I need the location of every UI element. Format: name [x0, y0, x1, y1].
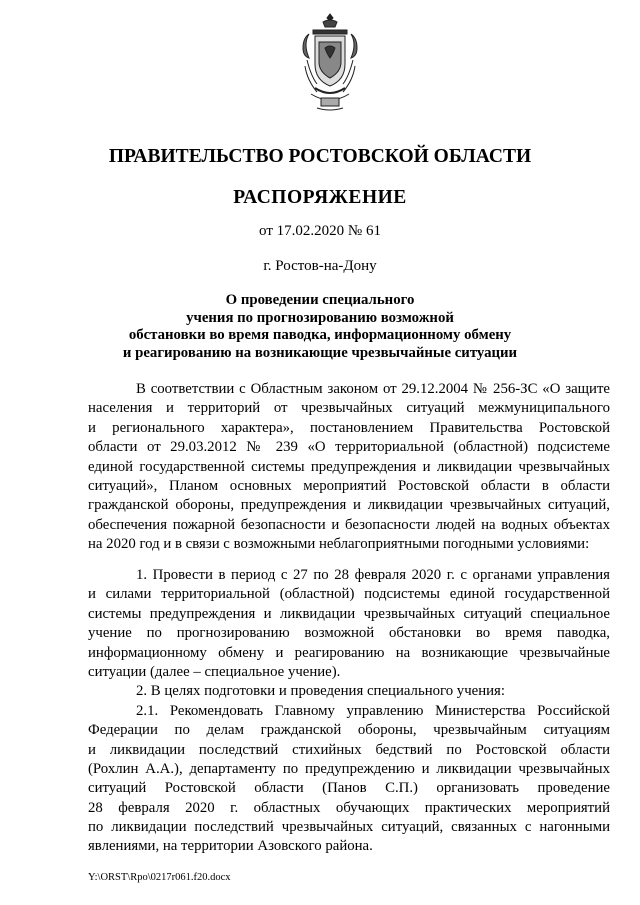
title-line: и реагированию на возникающие чрезвычайные ситуации: [122, 344, 518, 361]
text-line: по ликвидации последствий чрезвычайных ситуаций, связанных с нагонными: [88, 819, 610, 836]
doc-type: РАСПОРЯЖЕНИЕ: [233, 187, 407, 208]
org-name: ПРАВИТЕЛЬСТВО РОСТОВСКОЙ ОБЛАСТИ: [108, 146, 532, 167]
text-line: системы предупреждения и ликвидации чрезвычайных ситуаций специальное: [88, 605, 610, 622]
city: г. Ростов-на-Дону: [263, 258, 377, 274]
text-line: обеспечения пожарной безопасности и безопасности людей на водных объектах: [88, 516, 610, 533]
text-line: явлениями, на территории Азовского района.: [88, 838, 373, 855]
text-line: информационному обмену и реагированию на возникающие чрезвычайные: [88, 644, 610, 661]
text-line: и силами территориальной (областной) подсистемы единой государственной: [88, 586, 610, 603]
date-number: от 17.02.2020 № 61: [259, 223, 381, 239]
text-line: населения и территорий от чрезвычайных ситуаций межмуниципального: [88, 400, 610, 417]
text-line: на 2020 год и в связи с возможными неблагоприятными погодными условиями:: [88, 536, 590, 553]
text-line: 28 февраля 2020 г. областных обучающих практических мероприятий: [88, 799, 610, 816]
text-line: единой государственной системы предупреждения и ликвидации чрезвычайных: [88, 458, 610, 475]
title-line: О проведении специального: [225, 292, 415, 308]
text-line: области от 29.03.2012 № 239 «О территориальной (областной) подсистеме: [88, 439, 610, 456]
text-line: 1. Провести в период с 27 по 28 февраля 2020 г. с органами управления: [136, 567, 610, 583]
document-title: [0, 292, 640, 362]
coat-of-arms-icon: [301, 12, 359, 112]
text-line: и ликвидации последствий стихийных бедствий по Ростовской области: [88, 741, 610, 758]
title-line: обстановки во время паводка, информационному обмену: [128, 327, 512, 343]
text-line: учение по прогнозированию возможной обстановки во время паводка,: [88, 625, 610, 642]
file-path-footer: Y:\ORST\Rpo\0217r061.f20.docx: [88, 872, 231, 883]
text-line: Федерации по делам гражданской обороны, чрезвычайным ситуациям: [88, 722, 610, 739]
text-line: ситуаций Ростовской области (Панов С.П.) организовать проведение: [88, 780, 610, 797]
items-section: [88, 566, 610, 857]
text-line: 2. В целях подготовки и проведения специального учения:: [136, 683, 505, 700]
text-line: ситуации (далее – специальное учение).: [88, 663, 341, 680]
preamble-paragraph: [88, 380, 610, 555]
text-line: гражданской обороны, предупреждения и ликвидации чрезвычайных ситуаций,: [88, 497, 610, 514]
text-line: ситуаций», Планом основных мероприятий Ростовской области в области: [88, 477, 610, 494]
text-line: и регионального характера», постановлением Правительства Ростовской: [88, 419, 610, 436]
text-line: 2.1. Рекомендовать Главному управлению Министерства Российской: [136, 702, 610, 719]
text-line: (Рохлин А.А.), департаменту по предупреждению и ликвидации чрезвычайных: [88, 760, 610, 777]
title-line: учения по прогнозированию возможной: [186, 309, 454, 326]
text-line: В соответствии с Областным законом от 29.12.2004 № 256-ЗС «О защите: [136, 381, 610, 397]
